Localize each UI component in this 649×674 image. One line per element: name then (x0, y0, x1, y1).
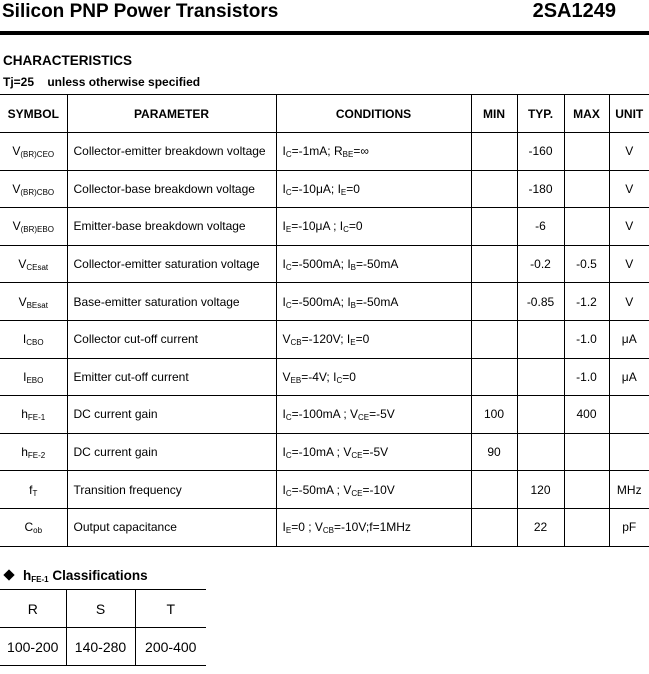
min-cell (471, 471, 517, 509)
parameter-cell: Collector-emitter breakdown voltage (67, 133, 276, 171)
table-header-row (0, 95, 649, 133)
header-parameter: PARAMETER (67, 95, 276, 133)
range-row (0, 628, 206, 666)
min-cell (471, 208, 517, 246)
typ-cell: -0.85 (517, 283, 564, 321)
parameter-cell: Collector-emitter saturation voltage (67, 245, 276, 283)
range-cell: 140-280 (66, 628, 135, 666)
section-title: CHARACTERISTICS (3, 53, 133, 68)
header-conditions: CONDITIONS (276, 95, 471, 133)
conditions-cell: $I_C=-1mA$; $R_{BE}=\infty$ (276, 133, 471, 171)
table-row (0, 433, 649, 471)
characteristics-table (0, 94, 649, 547)
unit-cell: V (609, 208, 649, 246)
unit-cell: μA (609, 320, 649, 358)
header-rule (0, 31, 649, 35)
typ-cell: 120 (517, 471, 564, 509)
min-cell (471, 283, 517, 321)
min-cell (471, 508, 517, 546)
grade-row (0, 590, 206, 628)
header-max: MAX (564, 95, 609, 133)
typ-cell: 22 (517, 508, 564, 546)
header-symbol: SYMBOL (0, 95, 67, 133)
symbol-cell: $V_{BEsat}$ (0, 283, 67, 321)
conditions-cell: $I_E=0$ ; $V_{CB}=-10V;f=1MHz$ (276, 508, 471, 546)
min-cell (471, 133, 517, 171)
unit-cell: V (609, 245, 649, 283)
max-cell: -1.0 (564, 320, 609, 358)
header-min: MIN (471, 95, 517, 133)
conditions-cell: $I_C=-500mA$; $I_B=-50mA$ (276, 283, 471, 321)
min-cell (471, 358, 517, 396)
conditions-cell: $I_C=-10mA$ ; $V_{CE}=-5V$ (276, 433, 471, 471)
max-cell (564, 433, 609, 471)
symbol-cell: $I_{CBO}$ (0, 320, 67, 358)
typ-cell (517, 358, 564, 396)
max-cell: 400 (564, 396, 609, 434)
max-cell (564, 208, 609, 246)
unit-cell (609, 433, 649, 471)
parameter-cell: DC current gain (67, 396, 276, 434)
symbol-cell: $V_{(BR)EBO}$ (0, 208, 67, 246)
unit-cell: μA (609, 358, 649, 396)
min-cell (471, 170, 517, 208)
unit-cell: V (609, 170, 649, 208)
range-cell: 100-200 (0, 628, 66, 666)
symbol-cell: $h_{FE-2}$ (0, 433, 67, 471)
typ-cell: -6 (517, 208, 564, 246)
parameter-cell: Base-emitter saturation voltage (67, 283, 276, 321)
grade-cell: T (135, 590, 206, 628)
min-cell (471, 245, 517, 283)
symbol-cell: $I_{EBO}$ (0, 358, 67, 396)
header-typ: TYP. (517, 95, 564, 133)
max-cell (564, 133, 609, 171)
conditions-cell: $V_{CB}=-120V$; $I_E=0$ (276, 320, 471, 358)
min-cell: 100 (471, 396, 517, 434)
unit-cell (609, 396, 649, 434)
typ-cell: -160 (517, 133, 564, 171)
table-row (0, 471, 649, 509)
parameter-cell: Emitter cut-off current (67, 358, 276, 396)
max-cell (564, 471, 609, 509)
unit-cell: pF (609, 508, 649, 546)
part-number: 2SA1249 (532, 0, 616, 22)
typ-cell (517, 396, 564, 434)
max-cell: -1.2 (564, 283, 609, 321)
page-header (0, 0, 649, 30)
parameter-cell: DC current gain (67, 433, 276, 471)
conditions-cell: $I_C=-10\mu A$; $I_E=0$ (276, 170, 471, 208)
conditions-cell: $I_C=-100mA$ ; $V_{CE}=-5V$ (276, 396, 471, 434)
parameter-cell: Collector-base breakdown voltage (67, 170, 276, 208)
classifications-title: $h_{FE-1}$ Classifications (2, 568, 148, 583)
symbol-cell: $V_{(BR)CBO}$ (0, 170, 67, 208)
conditions-cell: $I_C=-500mA$; $I_B=-50mA$ (276, 245, 471, 283)
conditions-cell: $V_{EB}=-4V$; $I_C=0$ (276, 358, 471, 396)
max-cell (564, 170, 609, 208)
range-cell: 200-400 (135, 628, 206, 666)
max-cell (564, 508, 609, 546)
table-row (0, 396, 649, 434)
unit-cell: V (609, 283, 649, 321)
classifications-table (0, 589, 206, 666)
table-row (0, 508, 649, 546)
typ-cell (517, 433, 564, 471)
symbol-cell: $C_{ob}$ (0, 508, 67, 546)
symbol-cell: $f_T$ (0, 471, 67, 509)
parameter-cell: Output capacitance (67, 508, 276, 546)
symbol-cell: $h_{FE-1}$ (0, 396, 67, 434)
section-subtitle: Tj=25 unless otherwise specified (3, 75, 201, 89)
typ-cell: -180 (517, 170, 564, 208)
grade-cell: R (0, 590, 66, 628)
parameter-cell: Transition frequency (67, 471, 276, 509)
max-cell: -0.5 (564, 245, 609, 283)
table-row (0, 320, 649, 358)
table-row (0, 245, 649, 283)
min-cell (471, 320, 517, 358)
bullet-diamond-icon (3, 569, 14, 580)
unit-cell: MHz (609, 471, 649, 509)
table-row (0, 170, 649, 208)
max-cell: -1.0 (564, 358, 609, 396)
symbol-cell: $V_{CEsat}$ (0, 245, 67, 283)
table-row (0, 358, 649, 396)
table-row (0, 208, 649, 246)
header-unit: UNIT (609, 95, 649, 133)
symbol-cell: $V_{(BR)CEO}$ (0, 133, 67, 171)
grade-cell: S (66, 590, 135, 628)
table-row (0, 133, 649, 171)
parameter-cell: Emitter-base breakdown voltage (67, 208, 276, 246)
table-row (0, 283, 649, 321)
typ-cell: -0.2 (517, 245, 564, 283)
parameter-cell: Collector cut-off current (67, 320, 276, 358)
unit-cell: V (609, 133, 649, 171)
min-cell: 90 (471, 433, 517, 471)
document-title: Silicon PNP Power Transistors (2, 1, 279, 22)
conditions-cell: $I_E=-10\mu A$ ; $I_C=0$ (276, 208, 471, 246)
typ-cell (517, 320, 564, 358)
conditions-cell: $I_C=-50mA$ ; $V_{CE}=-10V$ (276, 471, 471, 509)
